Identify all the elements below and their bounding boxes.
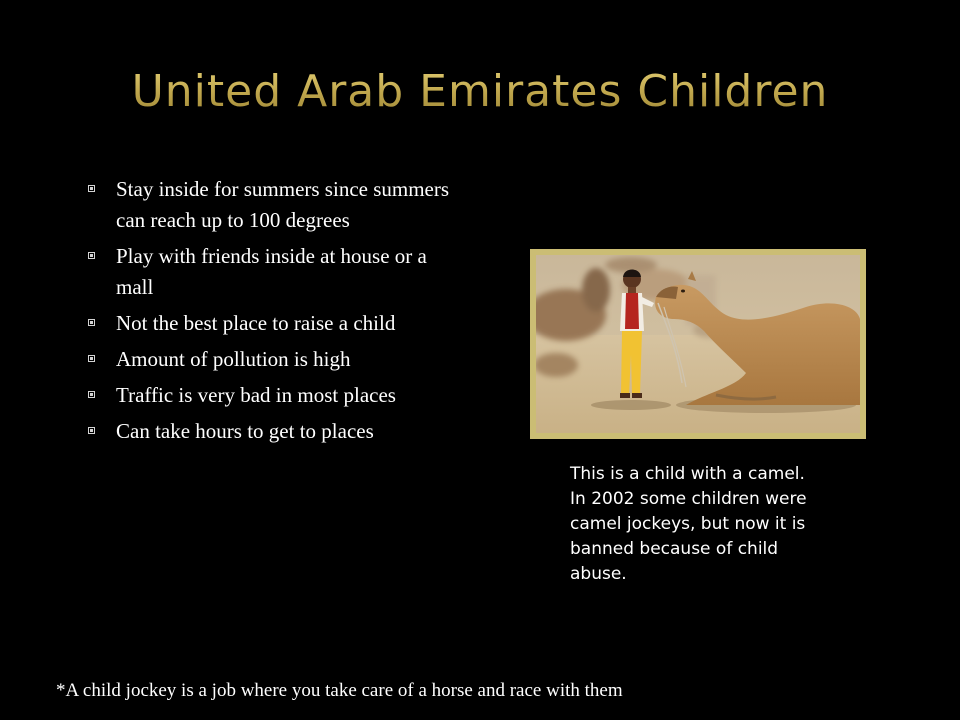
bullet-text: Can take hours to get to places — [116, 419, 374, 443]
square-bullet-icon — [88, 319, 95, 326]
bullet-item — [88, 174, 460, 236]
square-bullet-icon — [88, 427, 95, 434]
bullet-item — [88, 416, 460, 447]
square-bullet-icon — [88, 252, 95, 259]
bullet-text: Play with friends inside at house or a mall — [116, 244, 427, 299]
child-with-camel-photo — [530, 249, 866, 439]
bullet-text: Not the best place to raise a child — [116, 311, 396, 335]
square-bullet-icon — [88, 391, 95, 398]
bullet-item — [88, 308, 460, 339]
bullet-item — [88, 344, 460, 375]
bullet-text: Stay inside for summers since summers can reach up to 100 degrees — [116, 177, 450, 232]
bullet-item — [88, 241, 460, 303]
photo-caption: This is a child with a camel. In 2002 some children were camel jockeys, but now it is banned because of child abuse. — [570, 464, 807, 584]
square-bullet-icon — [88, 355, 95, 362]
slide-title: United Arab Emirates Children — [40, 66, 920, 117]
bullet-list — [88, 174, 460, 452]
bullet-item — [88, 380, 460, 411]
bullet-text: Amount of pollution is high — [116, 347, 351, 371]
photo-illustration — [536, 255, 860, 433]
square-bullet-icon — [88, 185, 95, 192]
footnote: *A child jockey is a job where you take care of a horse and race with them — [56, 680, 623, 701]
bullet-text: Traffic is very bad in most places — [116, 383, 396, 407]
